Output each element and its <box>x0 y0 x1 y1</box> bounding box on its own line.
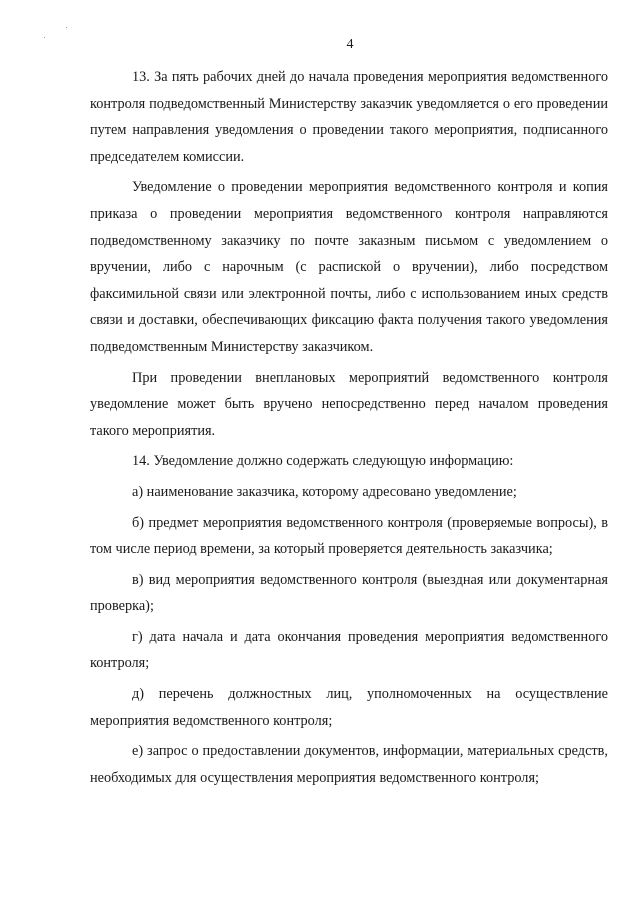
paragraph-unscheduled-inspections: При проведении внеплановых мероприятий ведомственного контроля уведомление может быть вручено непосредственно перед началом проведения такого мероприятия. <box>90 369 608 439</box>
list-item-b: б) предмет мероприятия ведомственного контроля (проверяемые вопросы), в том числе период времени, за который проверяется деятельность заказчика; <box>90 514 608 558</box>
document-body <box>90 64 608 795</box>
list-item-g: г) дата начала и дата окончания проведения мероприятия ведомственного контроля; <box>90 628 608 672</box>
scan-speck <box>66 27 67 28</box>
list-item-a: а) наименование заказчика, которому адресовано уведомление; <box>132 483 517 500</box>
list-item-d: д) перечень должностных лиц, уполномоченных на осуществление мероприятия ведомственного контроля; <box>90 686 608 729</box>
page-number: 4 <box>346 37 354 52</box>
list-item-v: в) вид мероприятия ведомственного контроля (выездная или документарная проверка); <box>90 571 608 615</box>
paragraph-14: 14. Уведомление должно содержать следующую информацию: <box>132 453 514 470</box>
list-item-e: е) запрос о предоставлении документов, информации, материальных средств, необходимых для осуществления мероприятия ведомственного контроля; <box>90 743 608 786</box>
paragraph-13: 13. За пять рабочих дней до начала проведения мероприятия ведомственного контроля подведомственный Министерству заказчик уведомляется о его проведении путем направления уведомления о проведении такого мероприятия, подписанного председателем комиссии. <box>90 69 608 165</box>
paragraph-notification-delivery: Уведомление о проведении мероприятия ведомственного контроля и копия приказа о проведении мероприятия ведомственного контроля направляются подведомственному заказчику по почте заказным письмом с уведомлением о вручении, либо с нарочным (с распиской о вручении), либо посредством факсимильной связи или электронной почты, либо с использованием иных средств связи и доставки, обеспечивающих фиксацию факта получения такого уведомления подведомственным Министерству заказчиком. <box>90 179 608 355</box>
